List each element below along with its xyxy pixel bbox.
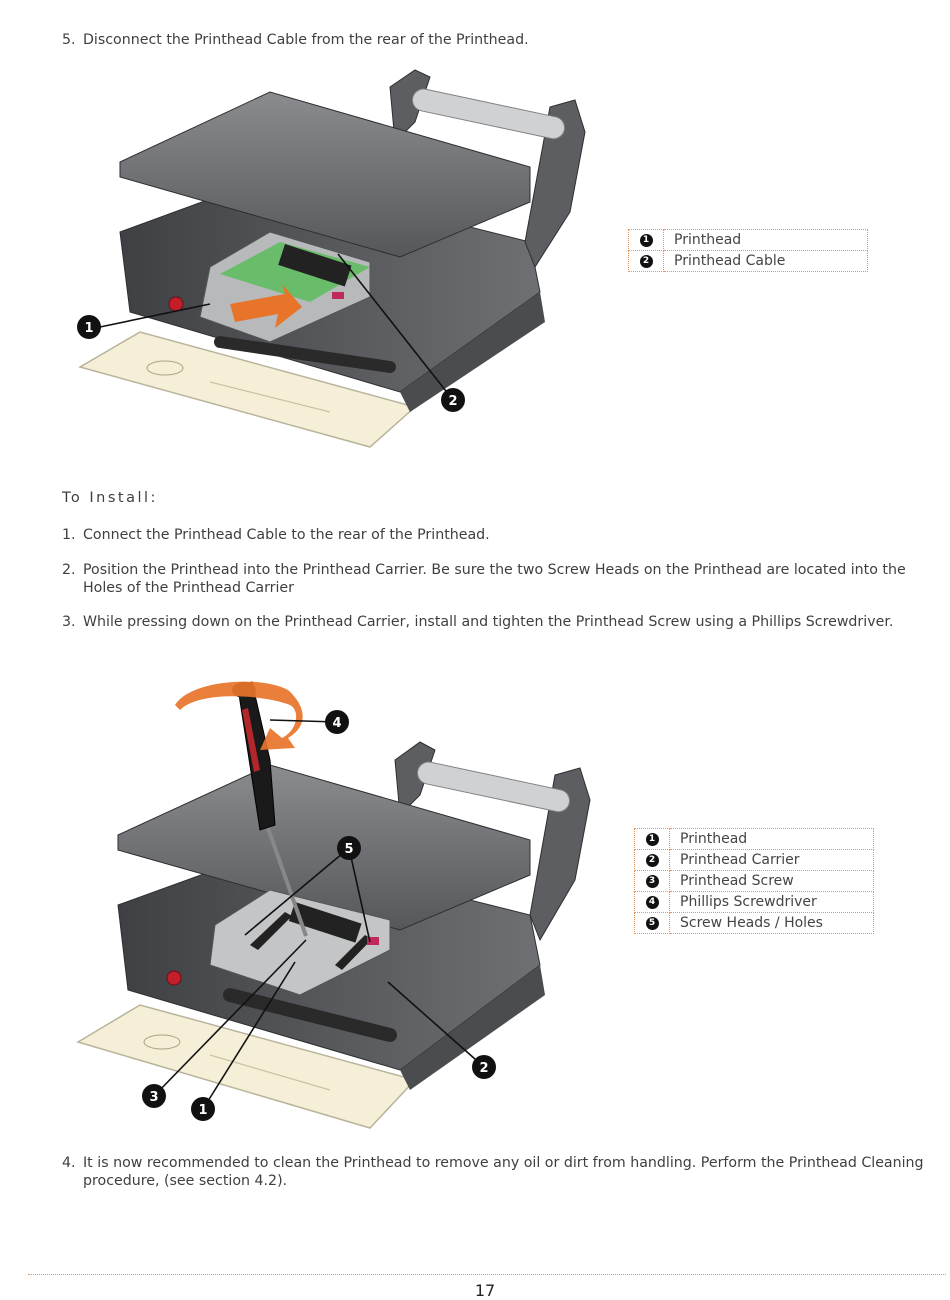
svg-text:1: 1 — [84, 321, 94, 336]
step-text: Connect the Printhead Cable to the rear of the Printhead. — [83, 527, 490, 543]
install-step-2 — [62, 561, 940, 597]
step-5 — [62, 31, 529, 49]
svg-text:2: 2 — [479, 1061, 489, 1076]
legend-label: Printhead — [664, 230, 868, 251]
install-step-4 — [62, 1154, 940, 1190]
step-number: 5. — [62, 32, 76, 48]
printhead-install-illustration — [70, 650, 615, 1140]
legend-label: Printhead — [670, 829, 874, 850]
legend-number: 3 — [646, 875, 659, 888]
legend-label: Printhead Screw — [670, 871, 874, 892]
svg-text:3: 3 — [149, 1090, 159, 1105]
step-text: Position the Printhead into the Printhead Carrier. Be sure the two Screw Heads on the Printhead are located into the Holes of the Printhead Carrier — [83, 562, 906, 596]
callout-1 — [77, 315, 101, 339]
install-step-3 — [62, 613, 940, 631]
legend-label: Screw Heads / Holes — [670, 913, 874, 934]
legend-row — [629, 230, 868, 251]
install-step-1 — [62, 526, 490, 544]
figure1-legend — [628, 229, 868, 272]
footer-divider — [28, 1274, 946, 1275]
legend-row — [635, 871, 874, 892]
legend-row — [629, 251, 868, 272]
install-heading: To Install: — [62, 490, 158, 506]
legend-number: 2 — [640, 255, 653, 268]
page-number: 17 — [474, 1281, 496, 1300]
step-number: 1. — [62, 527, 76, 543]
legend-label: Printhead Carrier — [670, 850, 874, 871]
legend-number: 1 — [640, 234, 653, 247]
legend-row — [635, 892, 874, 913]
step-number: 2. — [62, 562, 76, 578]
callout-2 — [472, 1055, 496, 1079]
callout-3 — [142, 1084, 166, 1108]
legend-number: 4 — [646, 896, 659, 909]
legend-row — [635, 850, 874, 871]
svg-text:1: 1 — [198, 1103, 208, 1118]
legend-number: 2 — [646, 854, 659, 867]
step-text: While pressing down on the Printhead Carrier, install and tighten the Printhead Screw using a Phillips Screwdriver. — [83, 614, 894, 630]
legend-label: Printhead Cable — [664, 251, 868, 272]
step-text: Disconnect the Printhead Cable from the rear of the Printhead. — [83, 32, 529, 48]
callout-1 — [191, 1097, 215, 1121]
step-number: 3. — [62, 614, 76, 630]
legend-row — [635, 829, 874, 850]
legend-number: 1 — [646, 833, 659, 846]
legend-number: 5 — [646, 917, 659, 930]
printhead-removal-illustration — [70, 62, 610, 462]
figure2-legend — [634, 828, 874, 934]
callout-5 — [337, 836, 361, 860]
step-number: 4. — [62, 1155, 76, 1171]
svg-text:2: 2 — [448, 394, 458, 409]
svg-text:4: 4 — [332, 716, 342, 731]
legend-label: Phillips Screwdriver — [670, 892, 874, 913]
callout-4 — [325, 710, 349, 734]
callout-2 — [441, 388, 465, 412]
legend-row — [635, 913, 874, 934]
step-text: It is now recommended to clean the Printhead to remove any oil or dirt from handling. Perform the Printhead Cleaning procedure, (see section 4.2). — [83, 1155, 924, 1189]
svg-text:5: 5 — [344, 842, 354, 857]
